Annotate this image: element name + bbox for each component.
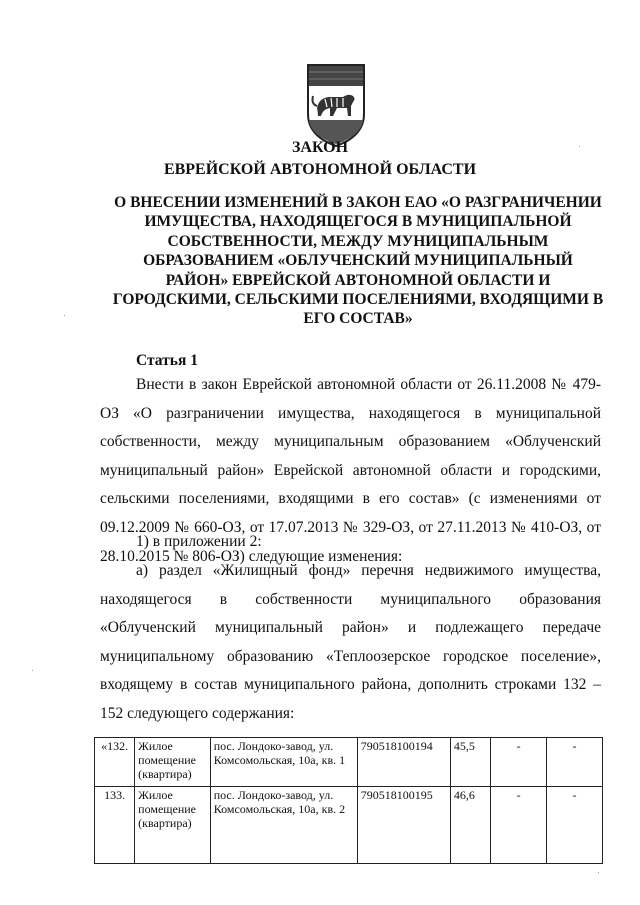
property-table bbox=[94, 737, 603, 864]
scan-speck bbox=[579, 146, 580, 147]
row-number: 133. bbox=[95, 787, 135, 864]
property-col-a: - bbox=[491, 787, 547, 864]
property-address: пос. Лондоко-завод, ул. Комсомольская, 10а, кв. 2 bbox=[210, 787, 357, 864]
property-col-b: - bbox=[547, 738, 603, 787]
article-heading: Статья 1 bbox=[136, 352, 198, 369]
scan-speck bbox=[32, 670, 33, 671]
property-area: 45,5 bbox=[450, 738, 490, 787]
article-paragraph-2: 1) в приложении 2: bbox=[136, 533, 262, 550]
row-number: «132. bbox=[95, 738, 135, 787]
property-area: 46,6 bbox=[450, 787, 490, 864]
scan-speck bbox=[64, 315, 65, 316]
article-paragraph-1: Внести в закон Еврейской автономной области от 26.11.2008 № 479-ОЗ «О разграничении имущества, находящегося в муниципальной собственности, между муниципальным образованием «Облученский муниципальный район» Еврейской автономной области и городскими, сельскими поселениями, входящими в его состав» (с изменениями от 09.12.2009 № 660-ОЗ, от 17.07.2013 № 329-ОЗ, от 27.11.2013 № 410-ОЗ, от 28.10.2015 № 806-ОЗ) следующие изменения: bbox=[100, 376, 601, 565]
article-paragraph-3: а) раздел «Жилищный фонд» перечня недвижимого имущества, находящегося в собственности муниципального образования «Облученский муниципальный район» и подлежащего передаче муниципальному образованию «Теплоозерское городское поселение», входящему в состав муниципального района, дополнить строками 132 – 152 следующего содержания: bbox=[100, 562, 601, 722]
law-subtitle: О ВНЕСЕНИИ ИЗМЕНЕНИЙ В ЗАКОН ЕАО «О РАЗГРАНИЧЕНИИ ИМУЩЕСТВА, НАХОДЯЩЕГОСЯ В МУНИЦИПАЛЬНОЙ СОБСТВЕННОСТИ, МЕЖДУ МУНИЦИПАЛЬНЫМ ОБРАЗОВАНИЕМ «ОБЛУЧЕНСКИЙ МУНИЦИПАЛЬНЫЙ РАЙОН» ЕВРЕЙСКОЙ АВТОНОМНОЙ ОБЛАСТИ И ГОРОДСКИМИ, СЕЛЬСКИМИ ПОСЕЛЕНИЯМИ, ВХОДЯЩИМИ В ЕГО СОСТАВ» bbox=[112, 194, 604, 328]
coat-of-arms-icon bbox=[303, 62, 369, 148]
scan-speck bbox=[598, 872, 599, 873]
document-issuer: ЕВРЕЙСКОЙ АВТОНОМНОЙ ОБЛАСТИ bbox=[163, 161, 477, 178]
property-type: Жилое помещение (квартира) bbox=[135, 738, 211, 787]
table-row bbox=[95, 787, 603, 864]
property-address: пос. Лондоко-завод, ул. Комсомольская, 10а, кв. 1 bbox=[210, 738, 357, 787]
property-col-b: - bbox=[547, 787, 603, 864]
table-row bbox=[95, 738, 603, 787]
document-title: ЗАКОН bbox=[291, 139, 349, 156]
property-code: 790518100194 bbox=[357, 738, 450, 787]
property-type: Жилое помещение (квартира) bbox=[135, 787, 211, 864]
property-col-a: - bbox=[491, 738, 547, 787]
property-code: 790518100195 bbox=[357, 787, 450, 864]
